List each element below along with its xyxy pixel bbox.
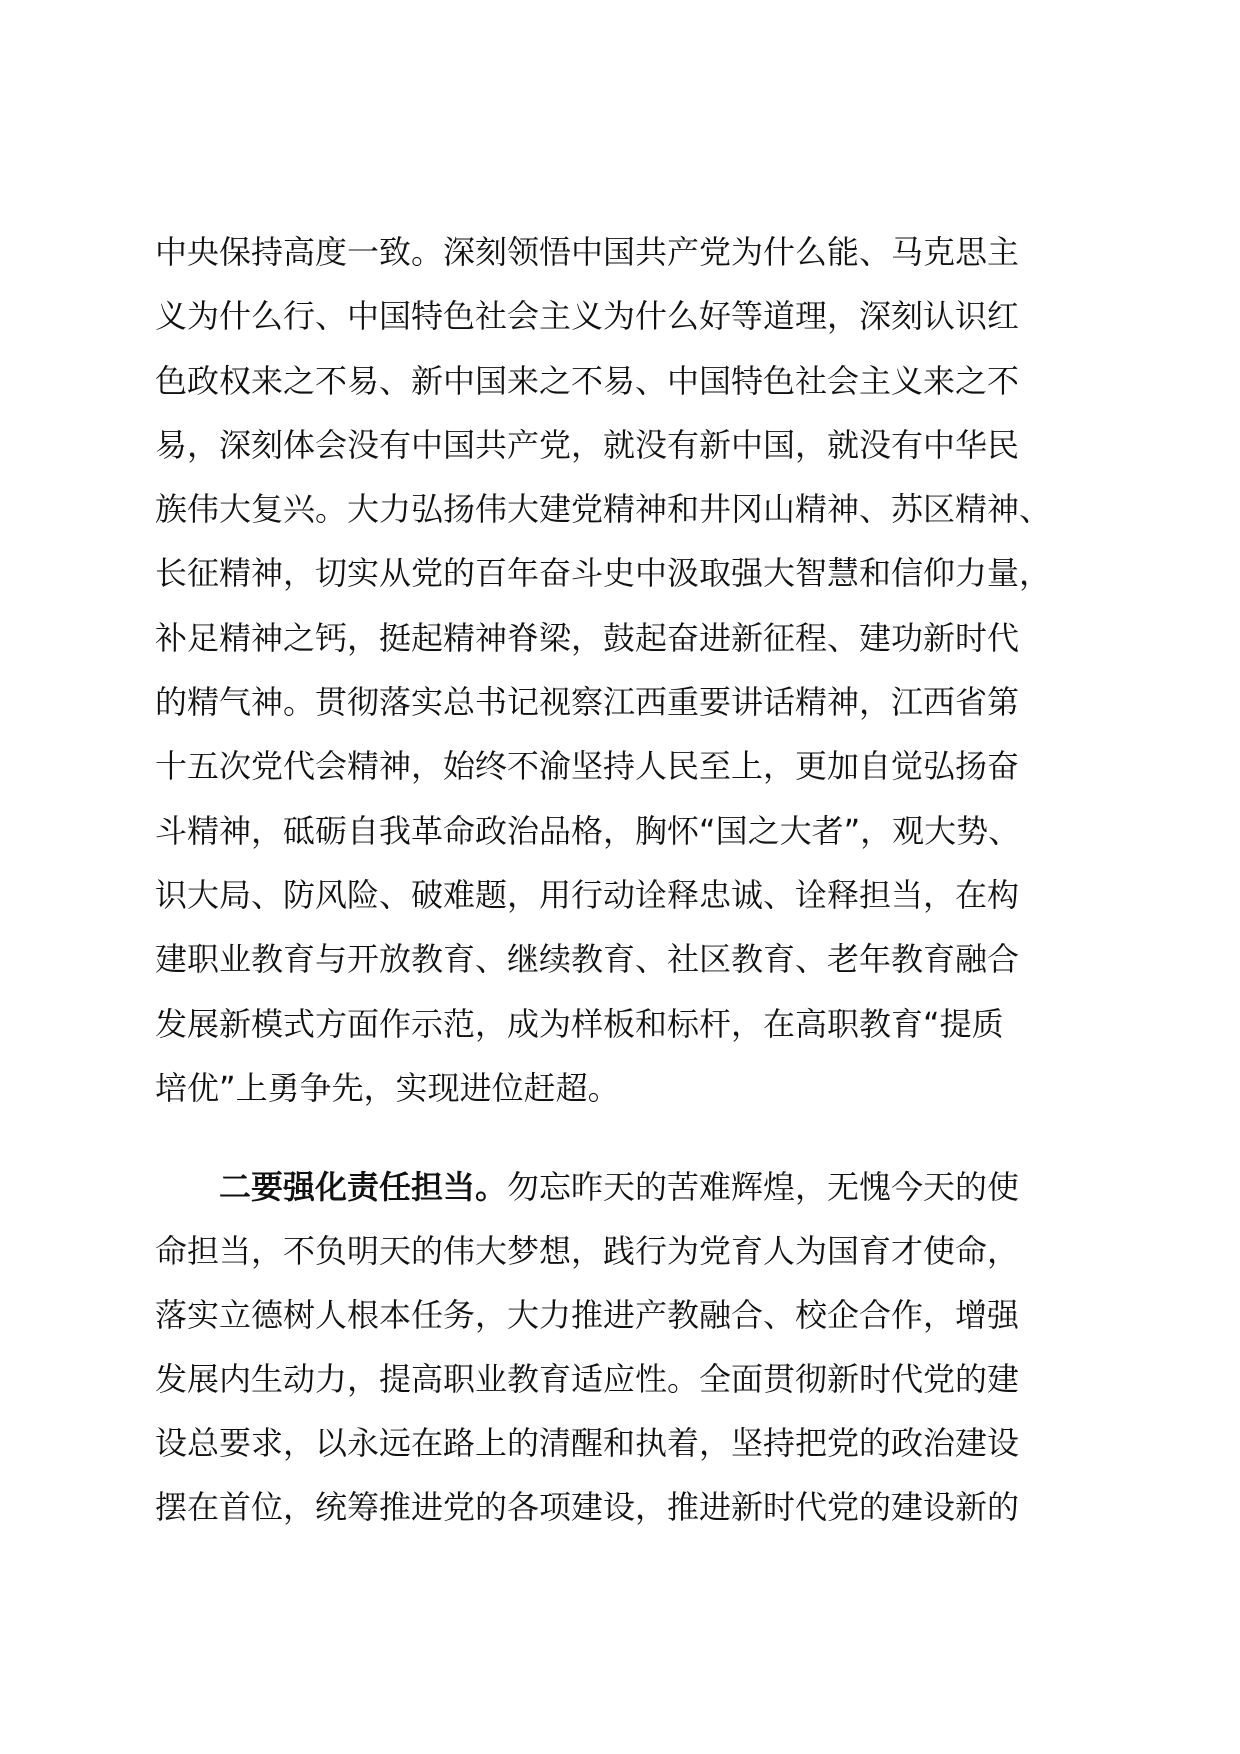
text-line: 中央保持高度一致。深刻领悟中国共产党为什么能、马克思主 — [155, 233, 1020, 271]
text-line: 摆在首位，统筹推进党的各项建设，推进新时代党的建设新的 — [155, 1488, 1020, 1526]
text-line: 命担当，不负明天的伟大梦想，践行为党育人为国育才使命， — [155, 1232, 1020, 1270]
paragraph-first-line-text: 勿忘昨天的苦难辉煌，无愧今天的使 — [507, 1168, 1020, 1206]
text-line: 设总要求，以永远在路上的清醒和执着，坚持把党的政治建设 — [155, 1424, 1020, 1462]
text-line: 发展新模式方面作示范，成为样板和标杆，在高职教育“提质 — [155, 1004, 1004, 1043]
text-line: 易，深刻体会没有中国共产党，就没有新中国，就没有中华民 — [155, 425, 1020, 464]
text-line: 族伟大复兴。大力弘扬伟大建党精神和井冈山精神、苏区精神、 — [155, 490, 1052, 529]
paragraph-first-line — [155, 1155, 1115, 1219]
text-line: 补足精神之钙，挺起精神脊梁，鼓起奋进新征程、建功新时代 — [155, 618, 1020, 657]
text-line: 长征精神，切实从党的百年奋斗史中汲取强大智慧和信仰力量， — [155, 554, 1052, 593]
text-line: 培优”上勇争先，实现进位赶超。 — [155, 1068, 620, 1107]
text-line: 识大局、防风险、破难题，用行动诠释忠诚、诠释担当，在构 — [155, 875, 1020, 914]
text-line: 发展内生动力，提高职业教育适应性。全面贯彻新时代党的建 — [155, 1360, 1020, 1398]
text-line: 斗精神，砥砺自我革命政治品格，胸怀“国之大者”，观大势、 — [155, 811, 1021, 850]
text-line: 落实立德树人根本任务，大力推进产教融合、校企合作，增强 — [155, 1296, 1020, 1334]
paragraph-continued — [155, 220, 1115, 1120]
paragraph-responsibility — [155, 1155, 1115, 1539]
text-line: 建职业教育与开放教育、继续教育、社区教育、老年教育融合 — [155, 940, 1020, 979]
text-line: 的精气神。贯彻落实总书记视察江西重要讲话精神，江西省第 — [155, 683, 1020, 722]
text-line: 色政权来之不易、新中国来之不易、中国特色社会主义来之不 — [155, 361, 1020, 400]
text-line: 义为什么行、中国特色社会主义为什么好等道理，深刻认识红 — [155, 297, 1020, 336]
text-line: 十五次党代会精神，始终不渝坚持人民至上，更加自觉弘扬奋 — [155, 747, 1020, 786]
paragraph-heading: 二要强化责任担当。 — [219, 1168, 508, 1206]
